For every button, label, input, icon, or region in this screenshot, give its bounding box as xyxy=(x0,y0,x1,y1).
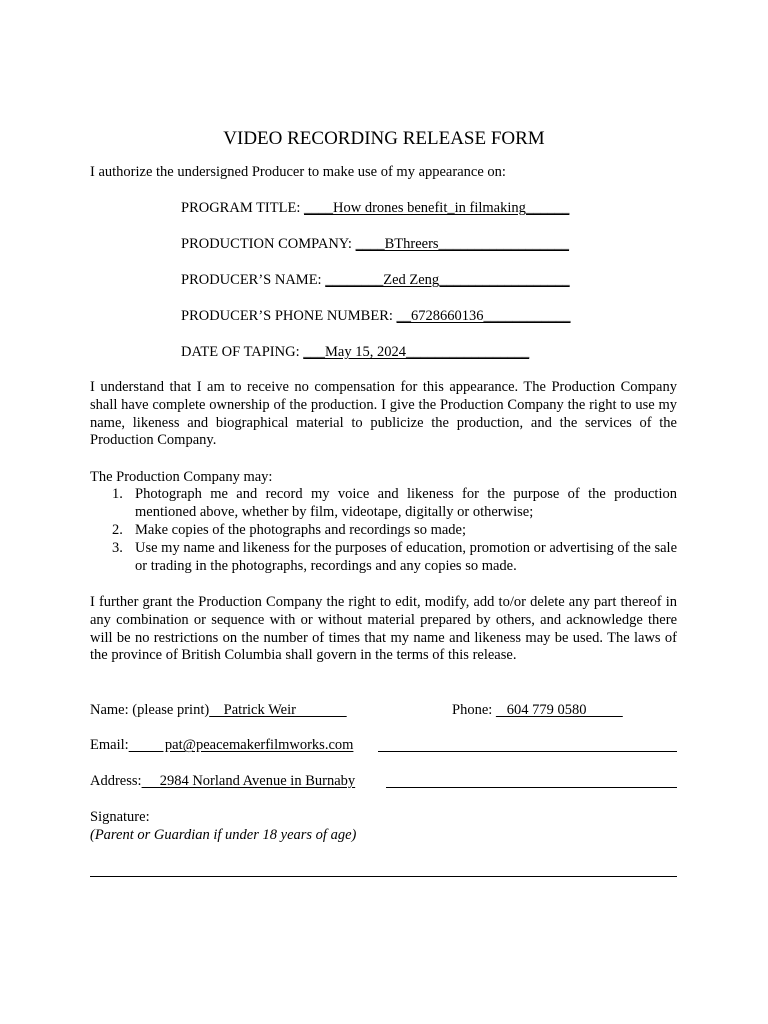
signature-line[interactable] xyxy=(90,876,677,877)
name-value[interactable]: Patrick Weir xyxy=(209,702,347,718)
producer-phone-value[interactable]: __6728660136____________ xyxy=(396,308,571,324)
signature-label: Signature: xyxy=(90,809,150,825)
email-underline xyxy=(378,751,677,752)
date-of-taping-field xyxy=(181,344,529,361)
phone-field xyxy=(452,702,623,719)
grant-paragraph: I further grant the Production Company the right to edit, modify, add to/or delete any part thereof in any combination or sequence with or without material prepared by others, and acknowledge there will be no restrictions on the number of times that my name and likeness may be used. The laws of the province of British Columbia shall govern in the terms of this release. xyxy=(90,594,677,664)
may-heading: The Production Company may: xyxy=(90,469,273,485)
email-value[interactable]: pat@peacemakerfilmworks.com xyxy=(128,737,354,753)
producer-phone-label: PRODUCER’S PHONE NUMBER: xyxy=(181,308,397,324)
list-number: 3. xyxy=(112,540,123,556)
producer-name-field xyxy=(181,272,570,289)
email-label: Email: xyxy=(90,737,129,753)
name-label: Name: (please print) xyxy=(90,702,210,718)
program-title-label: PROGRAM TITLE: xyxy=(181,200,304,216)
production-company-value[interactable]: ____BThreers__________________ xyxy=(355,236,570,252)
producer-name-value[interactable]: ________Zed Zeng__________________ xyxy=(325,272,570,288)
address-field xyxy=(90,773,355,790)
intro-text: I authorize the undersigned Producer to make use of my appearance on: xyxy=(90,164,506,180)
list-text: Photograph me and record my voice and likeness for the purpose of the production mentioned above, whether by film, videotape, digitally or otherwise; xyxy=(135,486,677,520)
date-of-taping-value[interactable]: ___May 15, 2024_________________ xyxy=(303,344,530,360)
list-item xyxy=(90,522,677,540)
address-label: Address: xyxy=(90,773,142,789)
list-item xyxy=(90,540,677,576)
guardian-note: (Parent or Guardian if under 18 years of age) xyxy=(90,827,357,843)
address-underline xyxy=(386,787,677,788)
compensation-paragraph: I understand that I am to receive no compensation for this appearance. The Production Company shall have complete ownership of the production. I give the Production Company the right to use my name, likeness and biographical material to publicize the production, and the services of the Production Company. xyxy=(90,379,677,449)
production-company-label: PRODUCTION COMPANY: xyxy=(181,236,356,252)
date-of-taping-label: DATE OF TAPING: xyxy=(181,344,304,360)
list-item xyxy=(90,486,677,522)
producer-phone-field xyxy=(181,308,571,325)
phone-value[interactable]: 604 779 0580 xyxy=(495,702,623,718)
list-number: 1. xyxy=(112,486,123,502)
list-number: 2. xyxy=(112,522,123,538)
address-value[interactable]: 2984 Norland Avenue in Burnaby xyxy=(141,773,356,789)
production-company-field xyxy=(181,236,569,253)
name-field xyxy=(90,702,347,719)
list-text: Make copies of the photographs and recordings so made; xyxy=(135,522,466,538)
program-title-value[interactable]: ____How drones benefit_in filmaking______ xyxy=(304,200,570,216)
phone-label: Phone: xyxy=(452,702,496,718)
email-field xyxy=(90,737,353,754)
form-title: VIDEO RECORDING RELEASE FORM xyxy=(223,128,545,149)
program-title-field xyxy=(181,200,569,217)
list-text: Use my name and likeness for the purposes of education, promotion or advertising of the sale or trading in the photographs, recordings and any copies so made. xyxy=(135,540,678,574)
producer-name-label: PRODUCER’S NAME: xyxy=(181,272,326,288)
